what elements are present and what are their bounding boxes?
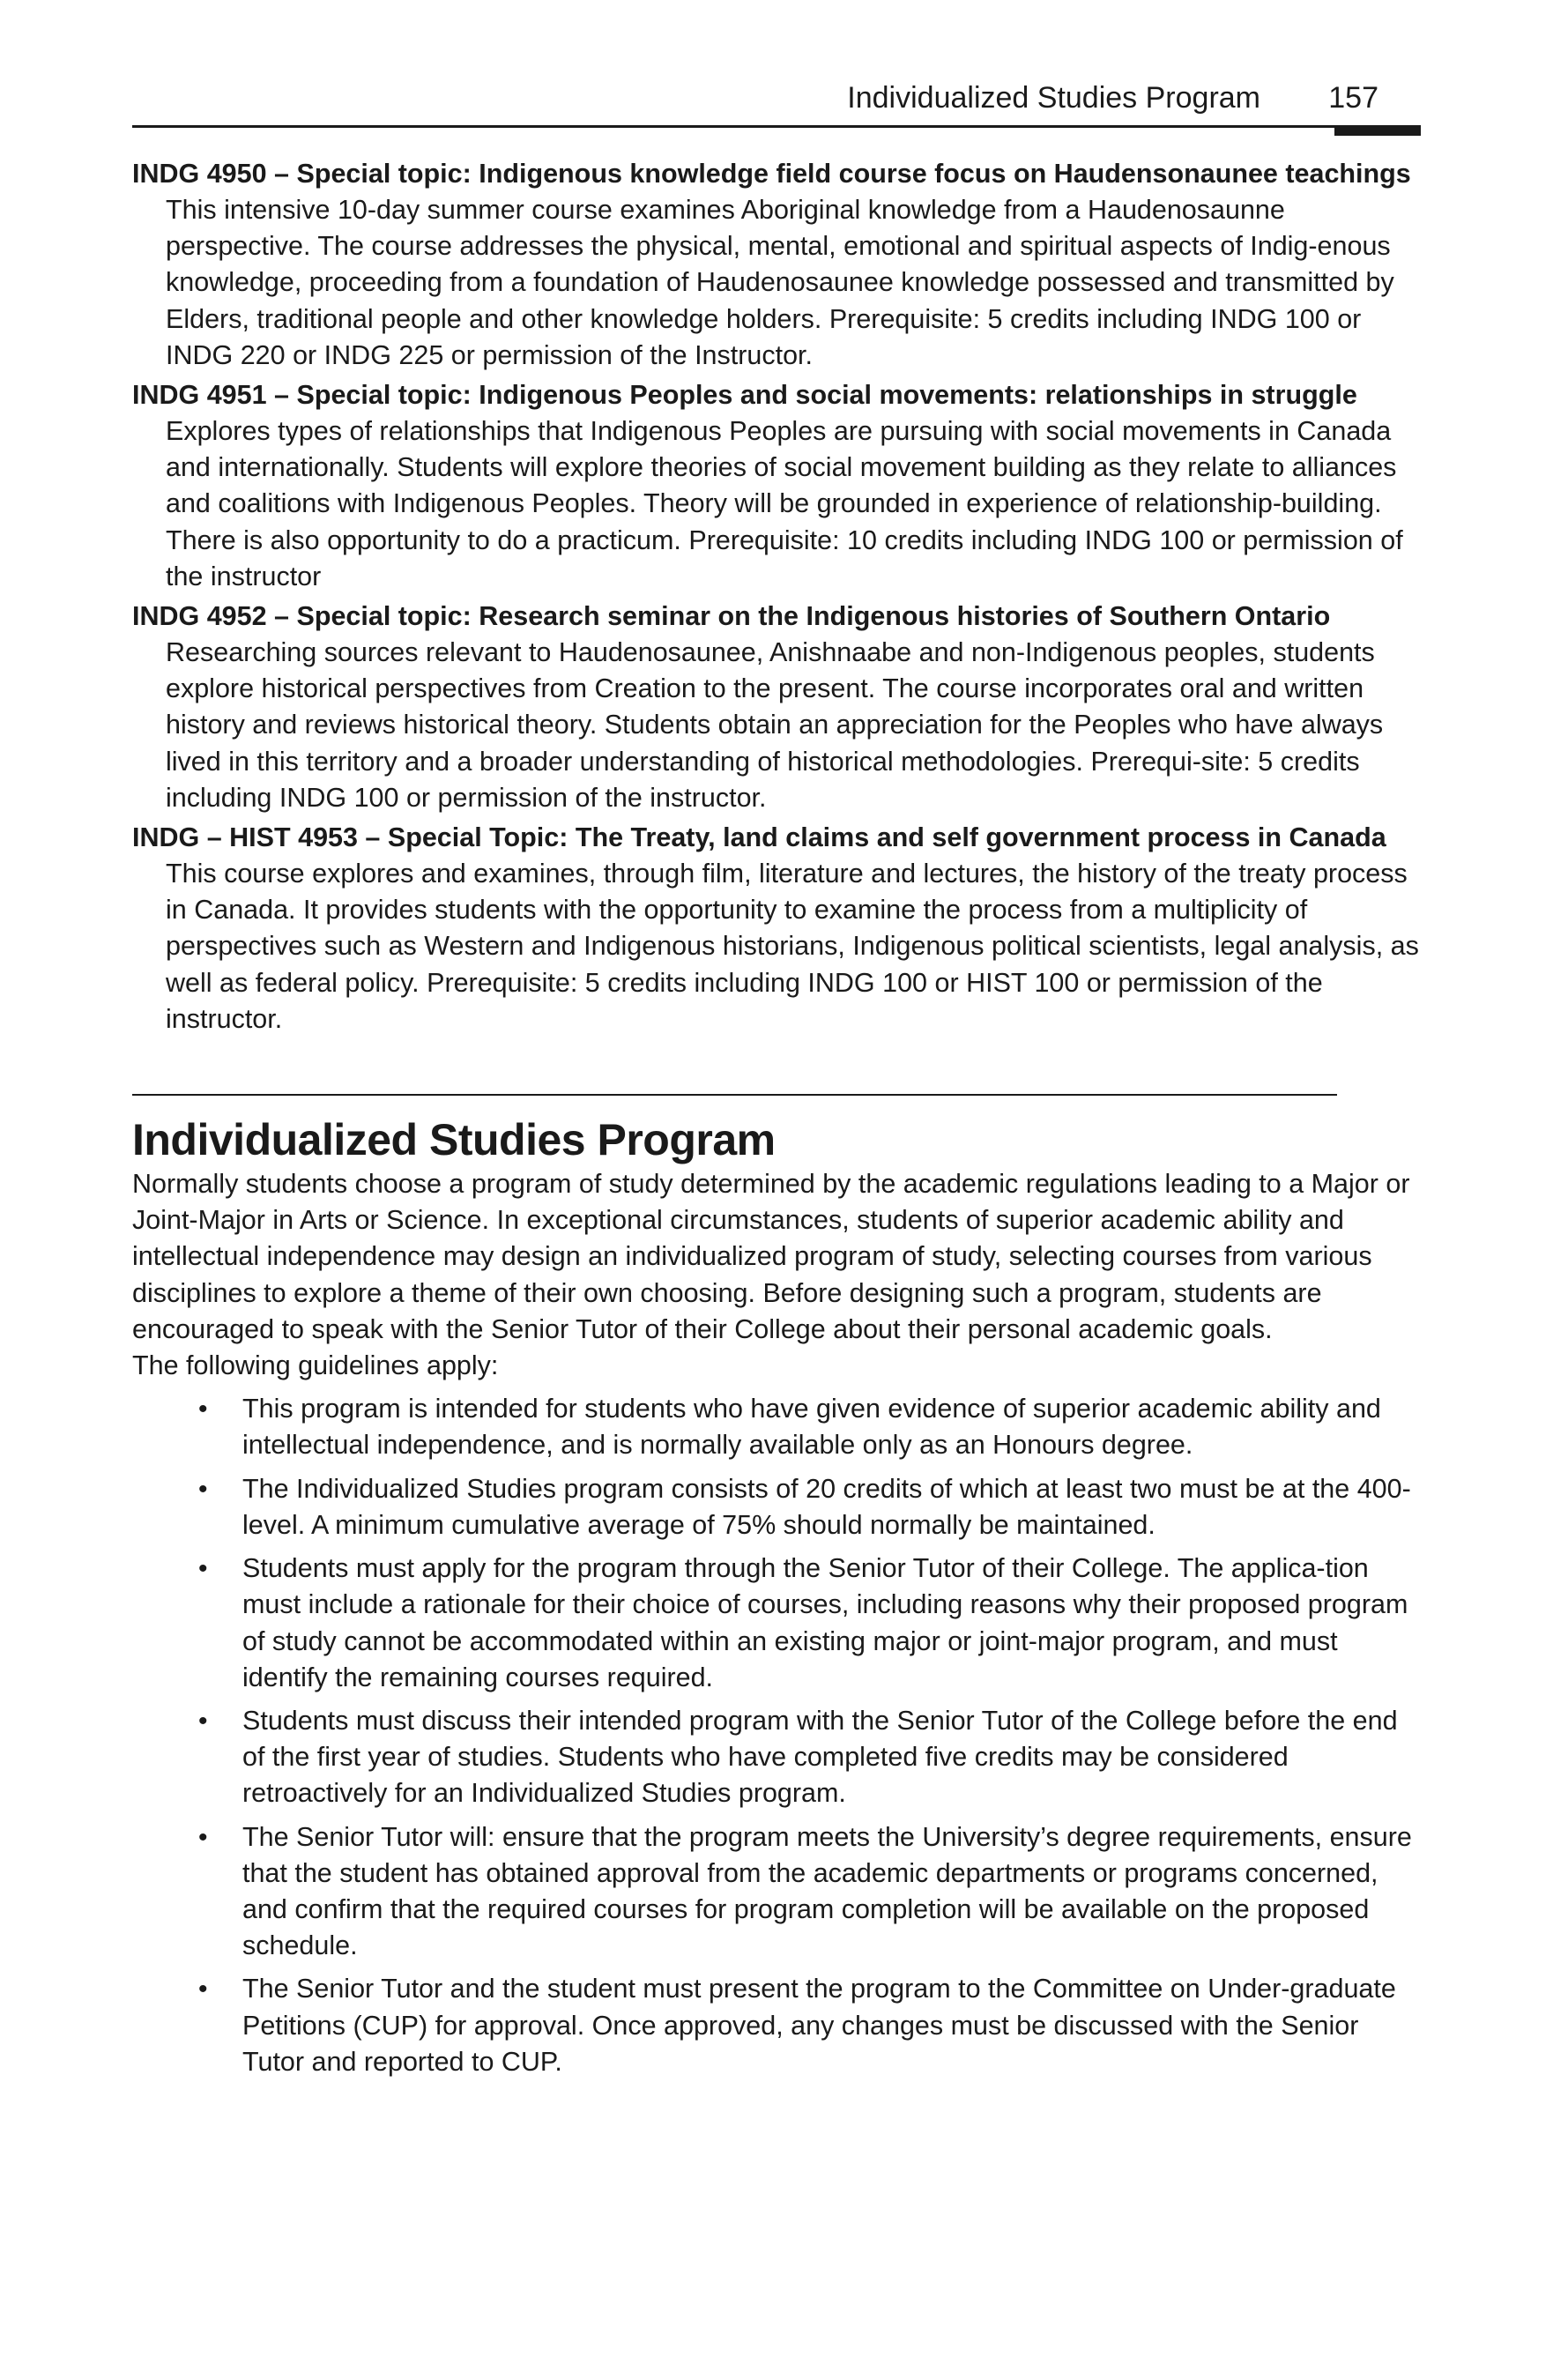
guideline-text: The Senior Tutor and the student must present the program to the Committee on Under-graduate Petitions (CUP) for approval. Once approved, any changes must be discussed with the Senior Tutor and reported to CUP. <box>242 1974 1396 2077</box>
course-title: INDG 4950 – Special topic: Indigenous knowledge field course focus on Haudensonaunee teachings <box>132 159 1411 189</box>
guideline-text: Students must apply for the program through the Senior Tutor of their College. The applica-tion must include a rationale for their choice of courses, including reasons why their proposed program of study cannot be accommodated within an existing major or joint-major program, and must identify the remaining courses required. <box>242 1553 1408 1692</box>
course-description: This course explores and examines, through film, literature and lectures, the history of the treaty process in Canada. It provides students with the opportunity to examine the process from a multiplicity of perspectives such as Western and Indigenous historians, Indigenous political scientists, legal analysis, as well as federal policy. Prerequisite: 5 credits including INDG 100 or HIST 100 or permission of the instructor. <box>166 859 1419 1034</box>
header-tab-bar <box>1334 125 1421 136</box>
course-description: Researching sources relevant to Haudenosaunee, Anishnaabe and non-Indigenous peoples, students explore historical perspectives from Creation to the present. The course incorporates oral and written history and reviews historical theory. Students obtain an appreciation for the Peoples who have always lived in this territory and a broader understanding of historical methodologies. Prerequi-site: 5 credits including INDG 100 or permission of the instructor. <box>166 637 1384 813</box>
course-title: INDG 4951 – Special topic: Indigenous Peoples and social movements: relationships in struggle <box>132 380 1357 411</box>
guideline-item <box>198 1391 1421 1463</box>
course-entry <box>132 599 1421 816</box>
guideline-text: This program is intended for students who have given evidence of superior academic ability and intellectual independence, and is normally available only as an Honours degree. <box>242 1394 1381 1461</box>
guideline-text: The Individualized Studies program consists of 20 credits of which at least two must be at the 400-level. A minimum cumulative average of 75% should normally be maintained. <box>242 1473 1411 1540</box>
page <box>132 79 1421 2087</box>
guideline-item <box>198 1471 1421 1543</box>
guidelines-list <box>132 1391 1421 2080</box>
course-entry <box>132 820 1421 1038</box>
course-entry <box>132 377 1421 595</box>
guideline-item <box>198 1703 1421 1812</box>
guideline-text: The Senior Tutor will: ensure that the program meets the University’s degree requirements, ensure that the student has obtained approval from the academic departments or programs concerned, and confirm that the required courses for program completion will be available on the proposed schedule. <box>242 1821 1412 1961</box>
bullet-icon: • <box>198 1395 208 1424</box>
course-title: INDG – HIST 4953 – Special Topic: The Treaty, land claims and self government process in Canada <box>132 822 1386 853</box>
guidelines-lead: The following guidelines apply: <box>132 1350 499 1381</box>
course-description: Explores types of relationships that Indigenous Peoples are pursuing with social movements in Canada and internationally. Students will explore theories of social movement building as they relate to alliances and coalitions with Indigenous Peoples. Theory will be grounded in experience of relationship-building. There is also opportunity to do a practicum. Prerequisite: 10 credits including INDG 100 or permission of the instructor <box>166 416 1403 591</box>
course-title: INDG 4952 – Special topic: Research seminar on the Indigenous histories of Southern Ontario <box>132 601 1331 632</box>
guideline-text: Students must discuss their intended program with the Senior Tutor of the College before the end of the first year of studies. Students who have completed five credits may be considered retroactively for an Individualized Studies program. <box>242 1705 1398 1809</box>
bullet-icon: • <box>198 1554 208 1584</box>
bullet-icon: • <box>198 1706 208 1736</box>
bullet-icon: • <box>198 1975 208 2004</box>
course-description: This intensive 10-day summer course examines Aboriginal knowledge from a Haudenosaunne perspective. The course addresses the physical, mental, emotional and spiritual aspects of Indig-enous knowledge, proceeding from a foundation of Haudenosaunee knowledge possessed and transmitted by Elders, traditional people and other knowledge holders. Prerequisite: 5 credits including INDG 100 or INDG 220 or INDG 225 or permission of the Instructor. <box>166 195 1394 370</box>
guideline-item <box>198 1551 1421 1696</box>
bullet-icon: • <box>198 1474 208 1504</box>
course-entry <box>132 156 1421 374</box>
section-heading: Individualized Studies Program <box>132 1115 776 1165</box>
guideline-item <box>198 1971 1421 2080</box>
bullet-icon: • <box>198 1822 208 1852</box>
page-number: 157 <box>1328 81 1378 115</box>
guideline-item <box>198 1819 1421 1965</box>
running-header <box>132 79 1421 128</box>
section-divider <box>132 1094 1337 1096</box>
running-title: Individualized Studies Program <box>847 81 1260 115</box>
section-intro: Normally students choose a program of study determined by the academic regulations leading to a Major or Joint-Major in Arts or Science. In exceptional circumstances, students of superior academic ability and intellectual independence may design an individualized program of study, selecting courses from various disciplines to explore a theme of their own choosing. Before designing such a program, students are encouraged to speak with the Senior Tutor of their College about their personal academic goals. <box>132 1169 1410 1344</box>
